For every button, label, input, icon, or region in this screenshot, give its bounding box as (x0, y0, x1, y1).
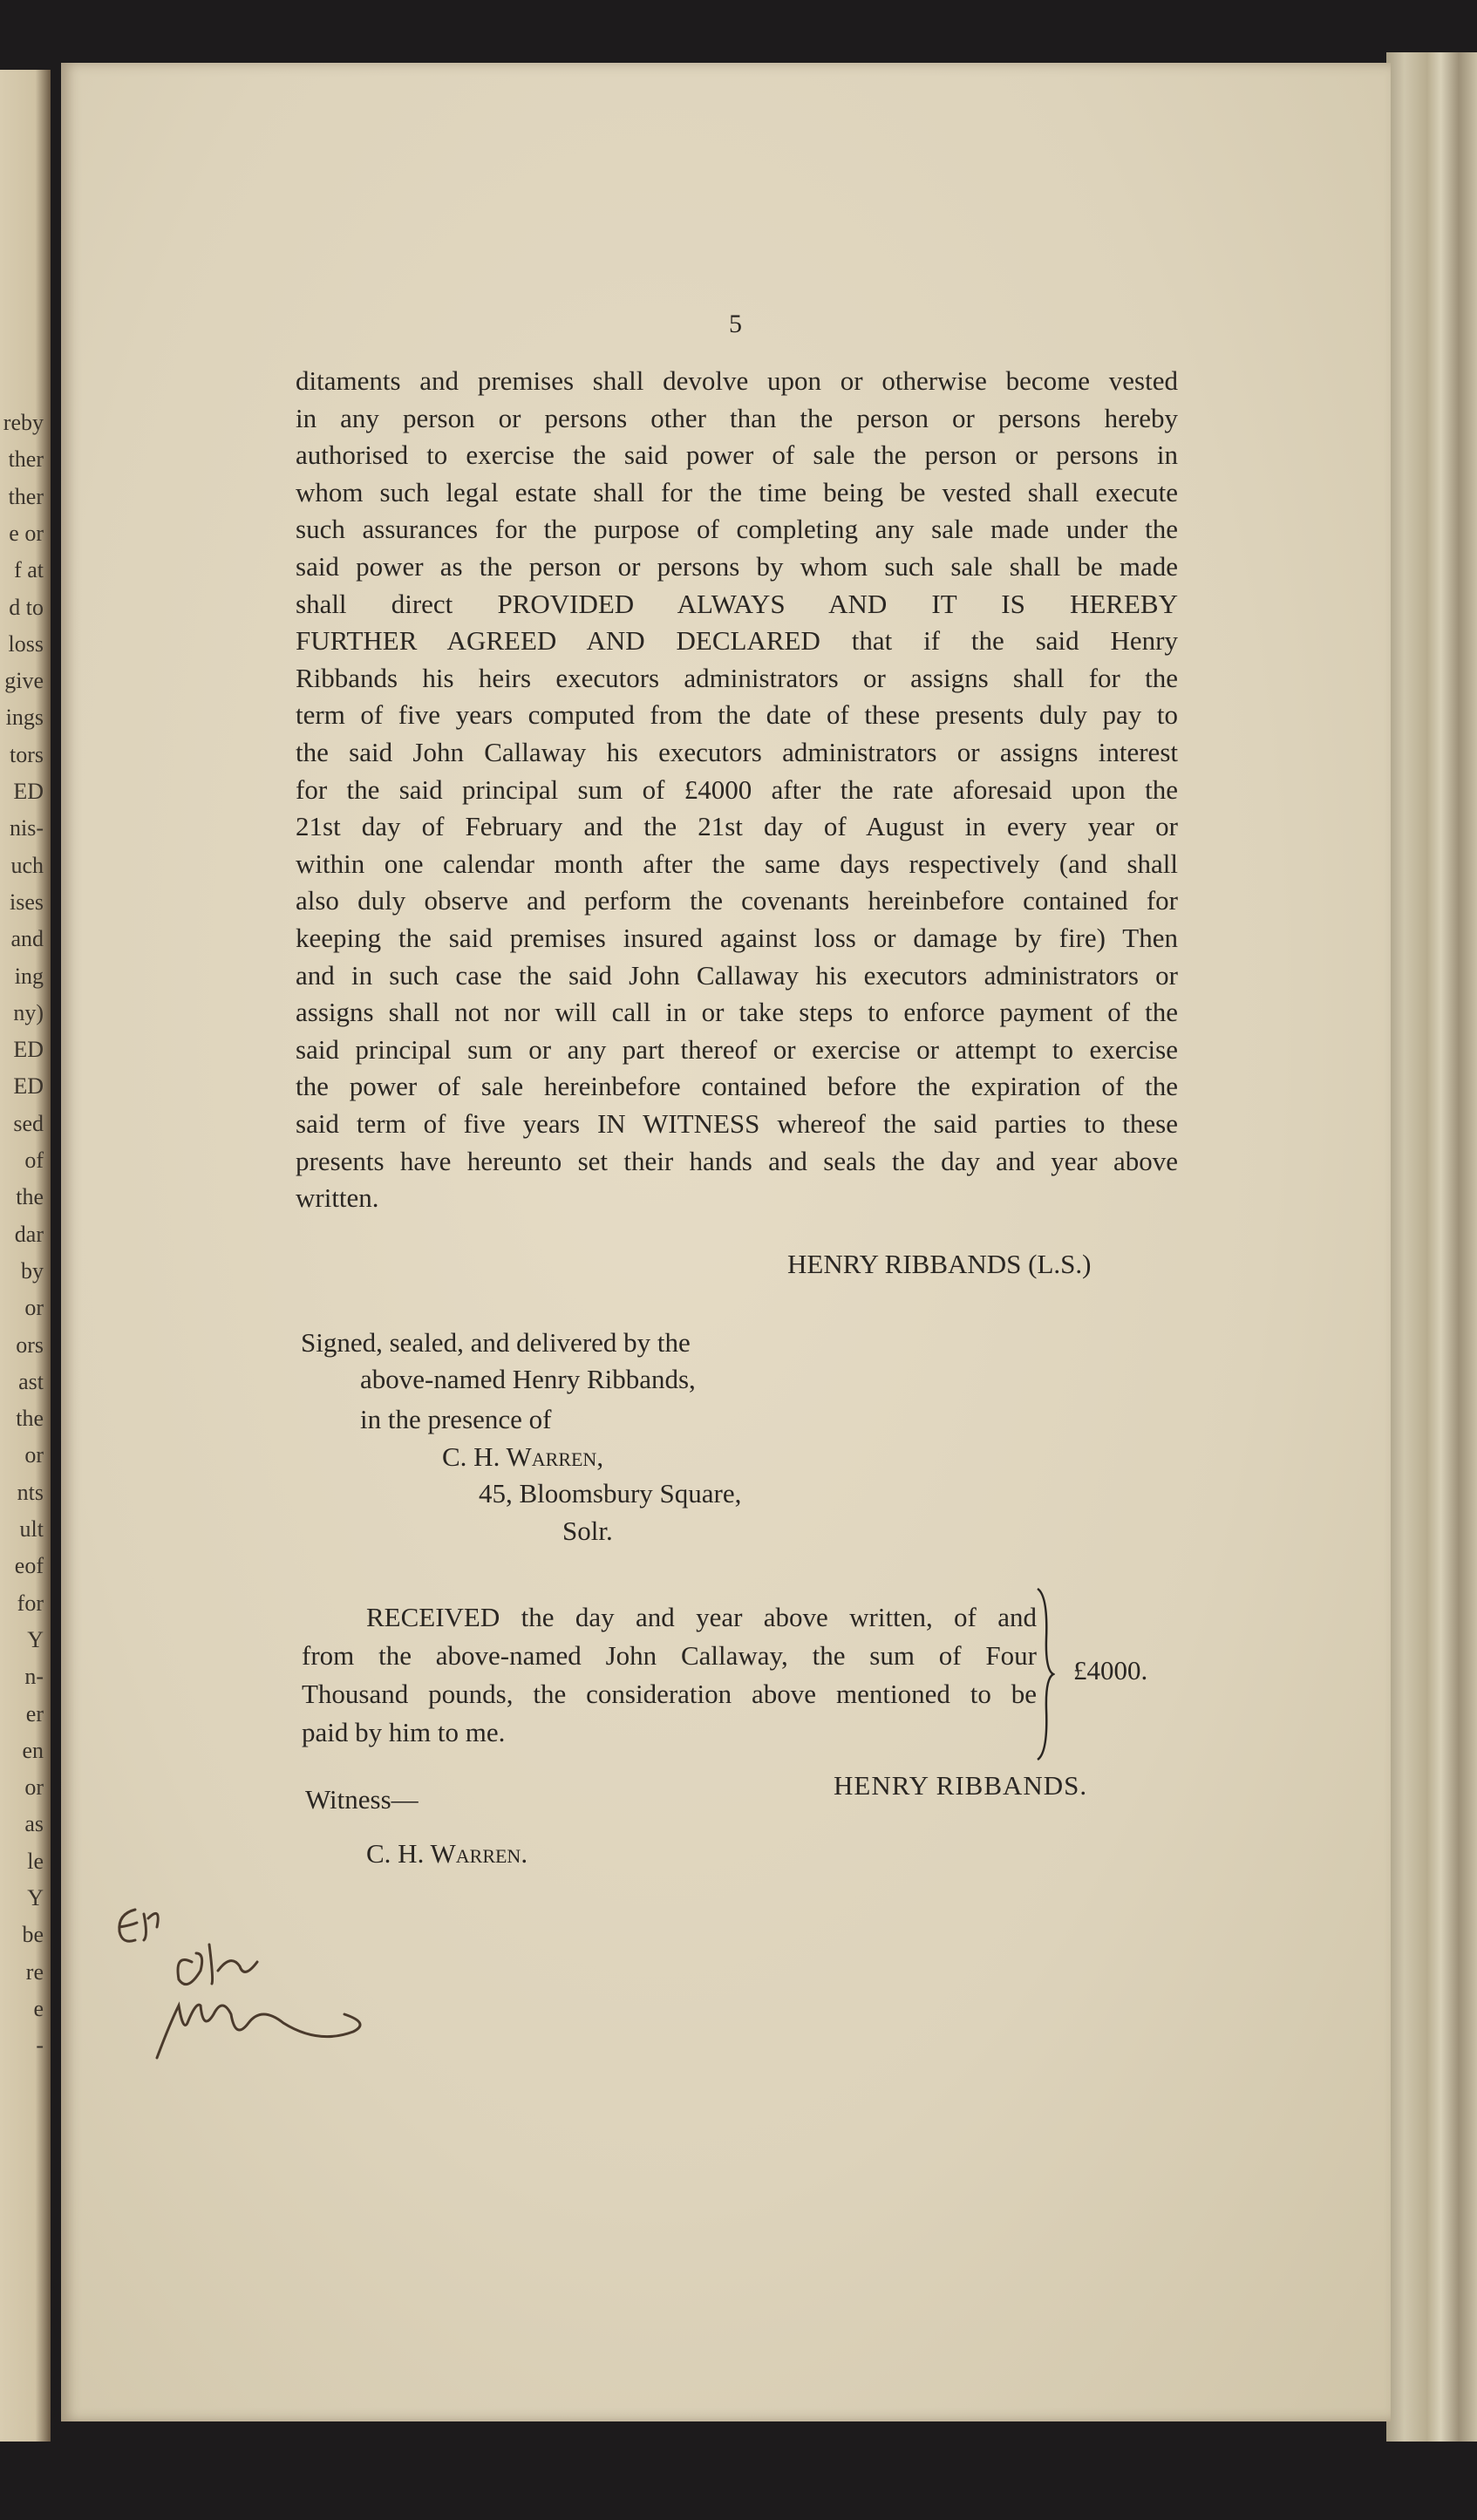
facing-page-fragment: ther (8, 483, 44, 509)
body-line: authorised to exercise the said power of sale the person or persons in (296, 439, 1178, 471)
facing-page-fragment: by (21, 1257, 44, 1284)
body-line: said term of five years IN WITNESS whereof the said parties to these (296, 1108, 1178, 1139)
facing-page-edge (0, 70, 51, 2442)
receipt-line: from the above-named John Callaway, the sum of Four (302, 1640, 1037, 1671)
facing-page-fragment: ing (14, 963, 44, 989)
facing-page-fragment: for (17, 1590, 44, 1616)
page-number: 5 (729, 310, 742, 338)
attestation-line: in the presence of (360, 1404, 552, 1434)
body-line: whom such legal estate shall for the time being be vested shall execute (296, 476, 1178, 507)
body-line: within one calendar month after the same days respectively (and shall (296, 848, 1178, 879)
facing-page-fragment: er (25, 1700, 44, 1727)
facing-page-fragment: or (24, 1295, 44, 1321)
facing-page-fragment: Y (27, 1885, 44, 1910)
body-line: the power of sale hereinbefore contained before the expiration of the (296, 1071, 1178, 1102)
facing-page-fragment: give (4, 668, 44, 694)
body-line: for the said principal sum of £4000 after the rate aforesaid upon the (296, 773, 1178, 805)
facing-page-fragment: le (27, 1848, 44, 1874)
facing-page-fragment: sed (13, 1110, 44, 1136)
body-line: shall direct PROVIDED ALWAYS AND IT IS HEREBY (296, 588, 1178, 619)
attestation-line: Solr. (562, 1515, 613, 1546)
facing-page-fragment: - (36, 2033, 44, 2059)
facing-page-fragment: of (24, 1148, 44, 1173)
body-line: written. (296, 1182, 379, 1214)
facing-page-fragment: uch (10, 852, 44, 878)
body-line: keeping the said premises insured against loss or damage by fire) Then (296, 923, 1178, 953)
body-line: said principal sum or any part thereof or exercise or attempt to exercise (296, 1033, 1178, 1065)
facing-page-fragment: ult (19, 1516, 44, 1542)
facing-page-fragment: reby (3, 410, 44, 435)
receipt-signature: HENRY RIBBANDS. (834, 1770, 1088, 1801)
facing-page-fragment: or (24, 1442, 44, 1468)
body-line: FURTHER AGREED AND DECLARED that if the said Henry (296, 625, 1178, 657)
facing-page-fragment: ises (10, 889, 44, 915)
facing-page-fragment: as (24, 1811, 44, 1837)
body-line: said power as the person or persons by whom such sale shall be made (296, 551, 1178, 582)
body-line: the said John Callaway his executors administrators or assigns interest (296, 737, 1178, 767)
handwritten-initials (109, 1892, 371, 2075)
witness-name: C. H. Warren. (366, 1838, 528, 1869)
facing-page-fragment: n- (24, 1664, 44, 1690)
facing-page-fragment: nis- (10, 815, 44, 841)
receipt-line: paid by him to me. (302, 1717, 506, 1747)
page-stack-edge (1386, 52, 1477, 2442)
body-line: ditaments and premises shall devolve upon or otherwise become vested (296, 365, 1178, 396)
facing-page-fragment: dar (14, 1221, 44, 1247)
facing-page-fragment: ny) (13, 999, 44, 1025)
facing-page-fragment: and (10, 926, 44, 952)
body-line: also duly observe and perform the covenants hereinbefore contained for (296, 885, 1178, 916)
facing-page-fragment: loss (8, 630, 44, 657)
attestation-line: C. H. Warren, (442, 1441, 604, 1472)
brace-icon (1034, 1587, 1055, 1761)
body-line: in any person or persons other than the person or persons hereby (296, 402, 1178, 433)
facing-page-fragment: en (22, 1737, 44, 1763)
body-line: 21st day of February and the 21st day of August in every year or (296, 811, 1178, 842)
facing-page-fragment: e (33, 1995, 44, 2021)
facing-page-fragment: e or (9, 520, 44, 546)
facing-page-fragment: eof (14, 1553, 44, 1579)
facing-page-fragment: ED (13, 1037, 44, 1063)
witness-label: Witness— (305, 1784, 419, 1815)
receipt-line: Thousand pounds, the consideration above mentioned to be (302, 1679, 1037, 1709)
receipt-line: RECEIVED the day and year above written, of and (366, 1602, 1037, 1632)
facing-page-fragment: be (22, 1922, 44, 1948)
attestation-line: 45, Bloomsbury Square, (479, 1478, 742, 1509)
body-line: presents have hereunto set their hands and seals the day and year above (296, 1145, 1178, 1176)
receipt-amount: £4000. (1073, 1655, 1148, 1686)
facing-page-fragment: Y (27, 1626, 44, 1652)
body-line: and in such case the said John Callaway his executors administrators or (296, 959, 1178, 991)
body-line: Ribbands his heirs executors administrators or assigns shall for the (296, 662, 1178, 693)
facing-page-fragment: d to (9, 594, 44, 620)
facing-page-fragment: the (16, 1406, 44, 1432)
attestation-line: Signed, sealed, and delivered by the (301, 1327, 691, 1358)
facing-page-fragment: re (25, 1958, 44, 1985)
body-line: term of five years computed from the date of these presents duly pay to (296, 699, 1178, 731)
signature-seal-text: HENRY RIBBANDS (L.S.) (787, 1249, 1092, 1279)
facing-page-fragment: nts (17, 1479, 44, 1505)
facing-page-fragment: f at (14, 557, 44, 583)
facing-page-fragment: ED (13, 1073, 44, 1100)
facing-page-fragment: ast (18, 1368, 44, 1394)
facing-page-fragment: ED (13, 779, 44, 804)
body-line: such assurances for the purpose of completing any sale made under the (296, 514, 1178, 545)
facing-page-fragment: tors (10, 741, 44, 767)
facing-page-fragment: ings (5, 705, 44, 731)
facing-page-fragment: ors (16, 1332, 44, 1358)
facing-page-fragment: ther (8, 446, 44, 473)
body-line: assigns shall not nor will call in or take steps to enforce payment of the (296, 997, 1178, 1028)
facing-page-fragment: or (24, 1774, 44, 1801)
attestation-line: above-named Henry Ribbands, (360, 1364, 696, 1394)
signature-seal (787, 1249, 1092, 1280)
facing-page-fragment: the (16, 1184, 44, 1210)
